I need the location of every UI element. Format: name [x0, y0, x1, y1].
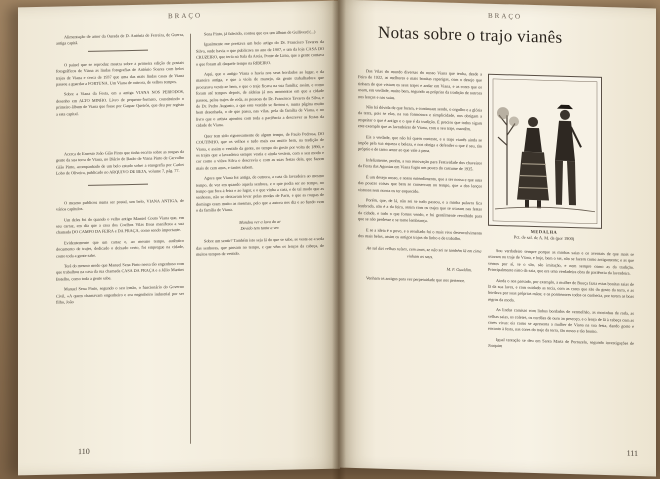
costume-illustration [488, 74, 602, 229]
paragraph: Terá do mesmo modo que Manuel Sena Pinto nessa tão engenhoso com que trabalhou na casa da rua chamada CASA DA PRAÇA e a Júlio Martins Botelho, como toda a gente sabe. [56, 260, 184, 282]
paragraph: Alimentação de amor da Ourada de D. Antónia de Ferreira, de Guerra, antiga capitã. [56, 31, 184, 46]
paragraph: Das Vilas do mundo diversas do nosso Viana que tenha, desde a Feira de 1932, as melhores e mais bonitas raparigas, com o desejo que tinham de que vistam os seus trajes e andar em Viana, e as cores que os usam, em verdade, muito bem, segundo as próprias da tradição de outrora nos lenços e nas saias. [358, 68, 482, 100]
paragraph: Infelizmente, porém, a sua renovação para Festividade dos chaveiros da Festa das Agonias em Viana fugiu um pouco do costume de 1935. [358, 157, 482, 172]
book-gutter [332, 0, 346, 479]
right-page [338, 0, 656, 476]
figure-caption-text: Pct. de sal. de A. M. da (por 1900) [513, 234, 575, 242]
paragraph: Manuel Sena Pinto, segundo o seu irmão, o funcionário do Governo Civil, «A quem chamavam engenheiro e era engenheiro industrial por ser filho, João [56, 284, 184, 305]
paragraph: Aqui, que o antigo Viana o havia nos seus bordados ao lugar, e da maneira antiga, e que a viola de manejo, da gente trabalhadora que procurava vestir-se bem, e que o traje ficava na sua família; assim, e como foram até tempos depois, de aldeias já nos momentos em que a cidade passou, pelos trajes de roda, as pessoas do Dr. Francisco Tavares da Silva, e do Dr. Pedro Augusto, a que este vestido se firmou e, numa página muito bem desenhada, o de que passa, nas vilas, pela da família de Viana, e no livro que o artista apontou com toda a paciência a descrever as festas da cidade de Viana. [196, 68, 324, 128]
right-column-2 [488, 248, 634, 452]
divider [88, 49, 148, 51]
paragraph: É um desejo nosso, e nosso entendimento, que a ser nossa e que uma das poucas coisas que bem se conservam no tempo, que a dos lenços vistosos sem nunca os ter esquecido. [358, 174, 482, 194]
paragraph: E se a ideia é o povo, e o resultado foi o mais vivo desenvolvimento dos mais belos, assim os antigos trajos do linho e de trabalho. [358, 226, 482, 241]
paragraph: Não há dúvida de que foram, e continuam sendo, o orgulho e a glória da terra, pois se elas, na sua formosura e simplicidade, nos obrigam a respeitar o que é antigo e o que é da tradição. É preciso que todos sigam este exemplo que as lavradeiras de Viana, com o seu traje, mantêm. [358, 104, 482, 132]
signature: M. F. Gualdim. [446, 266, 472, 273]
paragraph: Quer tem sido rigorosamente de algum tempo, de Paulo Pedrosa, DO COUTINHO, que os velhos e tudo mais era muito bem, na tradição de Viana, e assim o vestido da gente, no tempo do gosto por volta de 1890, e os trajes que a lavradeira sempre vestia e ainda vestem, com o seu modo e cor como a viúva Silva o descrevia e com as suas festas dela, que fazem mais de cem anos, e tantos sabem. [196, 130, 324, 171]
column-divider [190, 34, 191, 444]
paragraph: Evidentemente que um cartaz e, ao mesmo tempo, autêntico documento de trajes, dedicado o deixado certo, foi empregue na cidade, como toda a gente sabe. [56, 237, 184, 259]
right-column-1 [358, 68, 482, 451]
paragraph: Sena Pinto, já falecido, contou que era um álbum de Gulliverd (...) [204, 29, 316, 37]
paragraph: Sobre a Viana da Festa, em a antiga VIANA NOS PERIODOS, desenho em ALTO MINHO. Livro de pequeno-formato, constituindo o primeiro álbum de Viana que fosse por Gaspar Queirós, que deu por registo a esta capital. [56, 89, 184, 117]
article-title: Notas sobre o trajo vianês [378, 22, 563, 47]
paragraph: Um deles foi do quando o velho antigo Manuel Couto Viana que, em seu cartaz, em dia que a casa dos Coelhos Vilas Boas manifesta a sua chamada DO CAMPO DA FEIRA e DA PRAÇA, como sendo importante. [56, 214, 184, 235]
paragraph: O painel que se reproduz mostra sobre a primeira edição de postais fotográficos de Viana as lindas fotografias de António Soares com belos trajes de Viana e cerca de 1937 que uma das mais lindas casas de Viana passou a guardar a FORTUNA. Um Viana de outrora, de velhos tempos. [56, 59, 184, 87]
paragraph: Sou verdadeiro sempre porque as minhas saias e os aventais de que mais se usavam no traje de Viana, e hoje, bem o sei, não se fazem como antigamente; e as que vemos por aí, se o são, são imitação, e nem sempre como as da tradição. Principalmente nisto da saia, que era uma verdadeira obra de paciência da lavradeira. [488, 247, 634, 276]
paragraph: Igual tentação se deu em Santa Marta de Portuzelo, segundo investigações de Joaquim [488, 336, 634, 349]
paragraph: Sobre um sentir? Também isto seja lá do que se sabe, se veste-se a seda das senhoras, que passam no tempo, e que vêm os lenços da cabeça, de muitos tempos de vestido. [196, 236, 324, 257]
verse [196, 218, 324, 233]
figure-caption-title: MEDALHA [530, 228, 558, 235]
quote: Ao sul das velhas raízes, cem anos, se não sei se também lá em cima vinham os seus. [366, 245, 482, 259]
paragraph: Acerca de Ernesto João Gião Pinto que tinha escrito sobre as roupas da gente da sua terra de Viana, no Diário de Barão de Viana Pinto de Carvalho Gião Pinto, acompanhado de um belo estudo sobre a etnografia por Carlos Lobo de Oliveira, publicado no ARQUIVO DE BEJA, volume 7, pág. 77. [56, 148, 184, 176]
paragraph: Ainda o nos passado, por exemplo, a mulher de Bouça fazia estas bonitas saias de lã da sua lavra, e com cuidado as tecia, com as cores que são do gosto da terra, e as bordava por suas próprias mãos; e os pormenores todos os conhecia, por terem as boas regras da moda. [488, 277, 634, 303]
paragraph: Porém, que, de lá, não sei se tudo passou, e a minha palavra fica lembrada, não é a da feira, assim com os trajes que se usaram nas festas da cidade, e tudo o que fomos vendo, e foi gentilmente recolhido para que se não perdesse e se torne lembrança. [358, 197, 482, 224]
verse-line: Mandou ver a lava do ar [239, 218, 281, 225]
running-head-left: BRAÇO [168, 11, 203, 21]
figure-caption [488, 228, 600, 243]
page-number-left: 110 [78, 446, 90, 457]
left-column-2 [196, 29, 324, 452]
divider [88, 183, 148, 185]
paragraph: Agora que Viana foi antiga, de outrora, a casa da lavradeira ao mesmo tempo, de vez em quando aquela senhora, e o que podia ser no tempo, no tempo que fora à feira e ao lugar, e o que vinha a casa, e de tal modo que as senhoras, não se deixavam levar pelas modas de Paris, e que as roupas de domingo eram muito as mesmas, pelo que a autora nos diz e ao fundo vem o da família de Viana. [196, 173, 324, 213]
running-head-right: BRAÇO [488, 11, 523, 21]
paragraph: As lindas camisas com linhos bordados de vermelhão, as mocinhas de roda, as velhas saias, os coletes, os cordões de ouro ao pescoço, e o lenço de lã à cabeça com as cores vivas: eis como se apresenta a mulher de Viana na sua festa, dando gosto e encanto à festa, nas cores do traje da terra, tão nosso e tão bonito. [488, 307, 634, 335]
spacer [56, 119, 184, 152]
paragraph: Igualmente me prestava um belo artigo do Dr. Francisco Tavares da Silva, onde havia o que publicava no ano de 1907, e um da loja CASA DO CRUZEIRO, que teria na Sala da Areia, Ponte de Lima, que a gente contava o que foram ali daquele tempo na RIBEIRO. [196, 39, 324, 67]
verse-line: Devido tem tanta a ver. [240, 224, 280, 231]
paragraph: O mesmo publicou numa ser postal, um belo, VIANA ANTIGA, de vários capítulos. [56, 197, 184, 212]
left-column-1 [56, 32, 184, 455]
page-number-right: 111 [626, 448, 638, 458]
costume-drawing [489, 75, 601, 228]
paragraph: Venham os antigos para ver perpetuidade que nos pertence. [366, 274, 466, 283]
paragraph: Eis a verdade, que não há quem conteste, e o trajo vianês ainda se impõe pela sua riqueza e beleza, e nos obriga a defender o que é seu, tão próprio e de tanto amor ao que vale a pena. [358, 133, 482, 154]
left-page [18, 1, 340, 476]
